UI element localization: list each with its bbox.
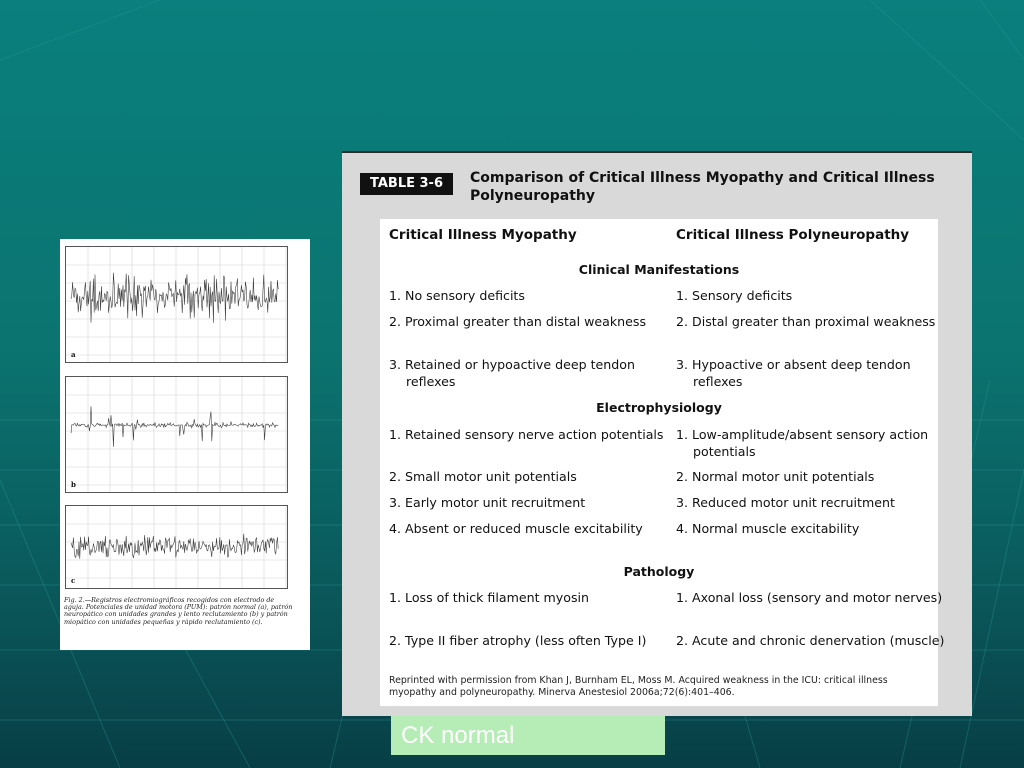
section-heading-electrophysiology: Electrophysiology [596,400,722,415]
emg-waveform [71,534,278,559]
trace-label-b: b [71,480,76,489]
table-cell: 2. Distal greater than proximal weakness [676,314,936,329]
emg-trace-c [65,505,288,589]
table-cell: 3. Retained or hypoactive deep tendon reflexes [389,357,635,389]
section-heading-clinical: Clinical Manifestations [578,262,740,277]
table-cell: 3. Early motor unit recruitment [389,495,586,510]
column-header-myopathy: Critical Illness Myopathy [389,227,577,243]
table-cell: 1. Axonal loss (sensory and motor nerves) [676,590,943,605]
comparison-table [342,151,972,716]
table-title: Comparison of Critical Illness Myopathy and Critical Illness Polyneuropathy [470,170,935,204]
table-cell: 3. Reduced motor unit recruitment [676,495,895,510]
table-cell: 1. No sensory deficits [389,288,525,303]
emg-waveform [71,406,278,447]
table-cell: 1. Low-amplitude/absent sensory action potentials [676,427,929,459]
trace-label-a: a [71,350,76,359]
table-cell: 2. Proximal greater than distal weakness [389,314,647,329]
section-heading-pathology: Pathology [623,564,695,579]
table-cell: 3. Hypoactive or absent deep tendon reflexes [676,357,911,389]
emg-caption: Fig. 2.—Registros electromiográficos recogidos con electrodo de aguja. Potenciales de unidad motora (PUM): patrón normal (a), patrón neuropático con unidades grandes y lento reclutamiento (b) y patrón miopático con unidades pequeñas y rápido reclutamiento (c). [64,596,293,626]
table-body [380,219,945,706]
table-cell: 2. Small motor unit potentials [389,469,577,484]
table-cell: 2. Acute and chronic denervation (muscle) [676,633,945,648]
emg-trace-b [65,376,288,493]
emg-trace-a [65,246,288,363]
table-cell: 1. Sensory deficits [676,288,793,303]
table-cell: 2. Normal motor unit potentials [676,469,875,484]
column-header-polyneuropathy: Critical Illness Polyneuropathy [676,227,910,243]
table-badge: TABLE 3-6 [360,173,453,195]
table-credit: Reprinted with permission from Khan J, Burnham EL, Moss M. Acquired weakness in the ICU: critical illness myopathy and polyneuropathy. Minerva Anestesiol 2006a;72(6):401–406. [389,675,888,698]
trace-label-c: c [71,576,76,585]
emg-figure [60,239,310,650]
table-cell: 4. Absent or reduced muscle excitability [389,521,643,536]
emg-waveform [71,273,278,323]
table-cell: 1. Retained sensory nerve action potentials [389,427,664,442]
table-cell: 2. Type II fiber atrophy (less often Type I) [389,633,647,648]
table-cell: 4. Normal muscle excitability [676,521,860,536]
ck-normal-box [391,715,665,755]
table-cell: 1. Loss of thick filament myosin [389,590,589,605]
ck-normal-text: CK normal [401,722,515,749]
